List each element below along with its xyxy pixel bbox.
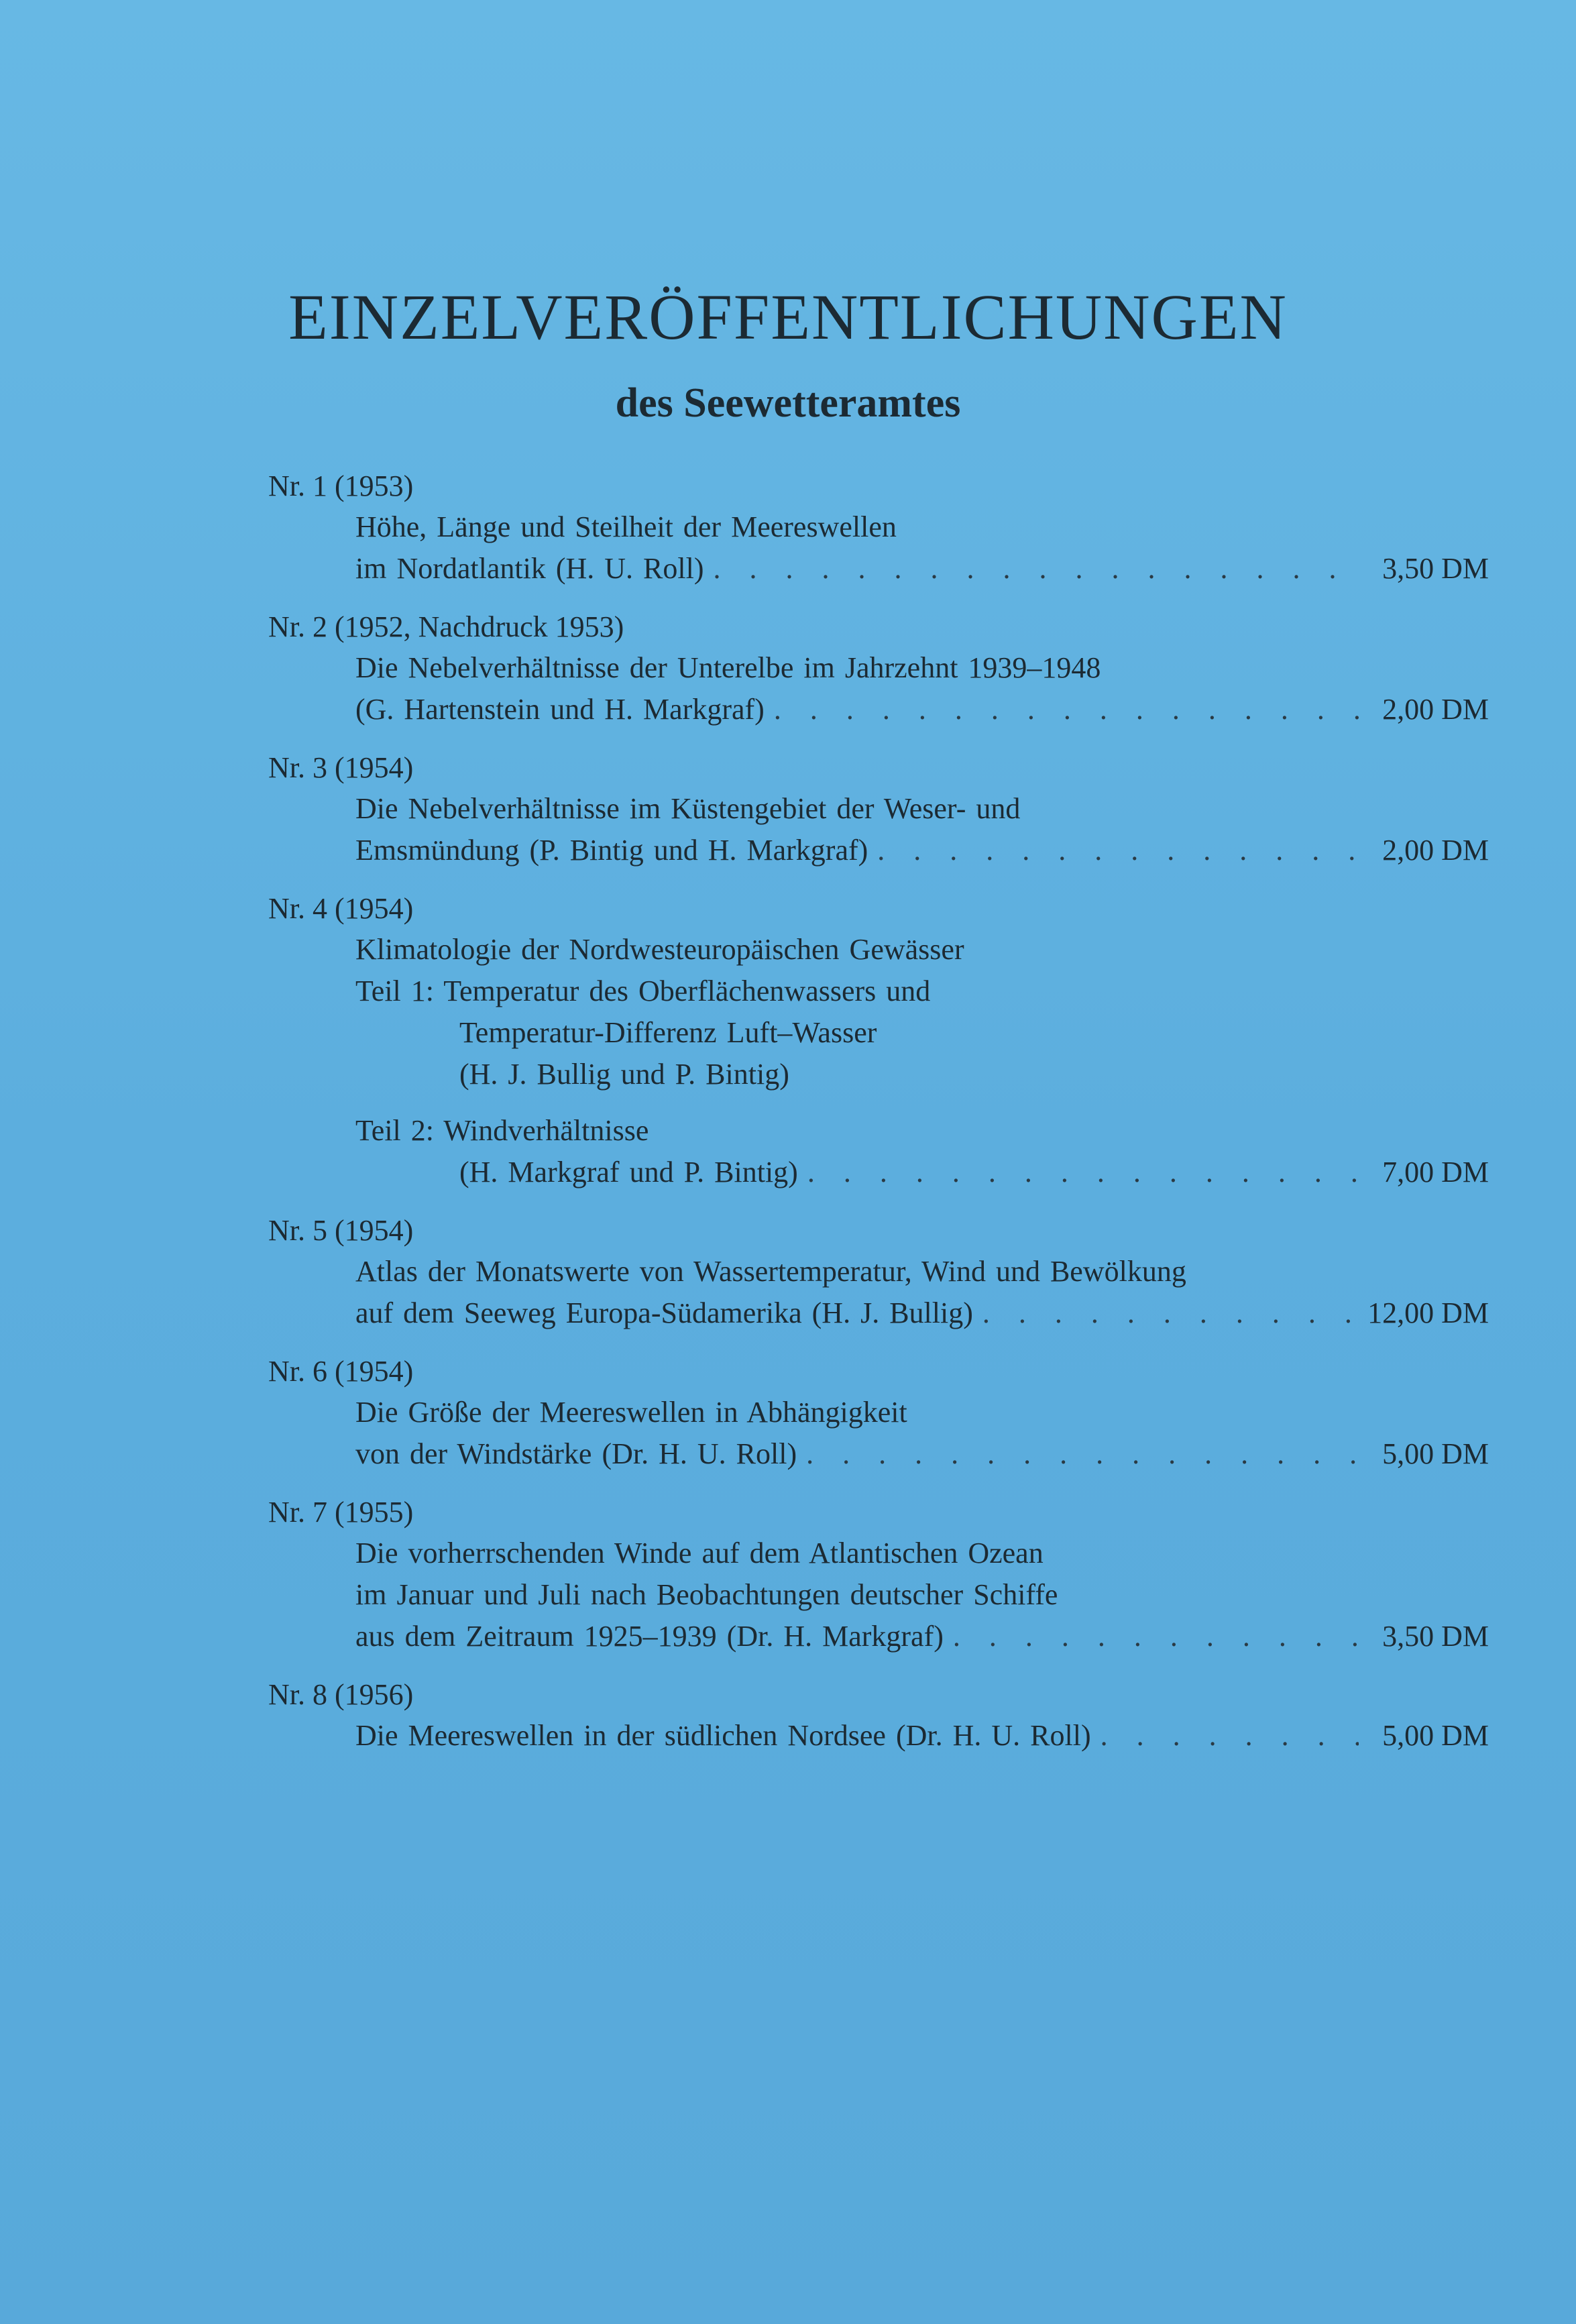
publication-entry-5 [268, 1211, 1489, 1334]
entry-price-line [268, 1715, 1489, 1757]
dot-leader [806, 1433, 1359, 1475]
entry-title-line: im Nordatlantik (H. U. Roll) [355, 552, 704, 585]
publication-entry-2 [268, 607, 1489, 730]
entry-price: 5,00 DM [1382, 1437, 1489, 1470]
dot-leader [1101, 1715, 1359, 1757]
entry-number: Nr. 3 (1954) [268, 751, 414, 784]
entry-price-line [268, 830, 1489, 871]
entry-price-line [268, 548, 1489, 590]
dot-leader [953, 1616, 1359, 1657]
entry-number: Nr. 4 (1954) [268, 892, 414, 925]
entry-price-line [268, 689, 1489, 730]
entry-title-line: Klimatologie der Nordwesteuropäischen Gewässer [355, 933, 964, 966]
entry-number: Nr. 5 (1954) [268, 1214, 414, 1247]
entry-title-line: Die Nebelverhältnisse der Unterelbe im Jahrzehnt 1939–1948 [355, 651, 1101, 684]
entry-part-line: Teil 2: Windverhältnisse [355, 1114, 649, 1147]
entry-price: 5,00 DM [1382, 1719, 1489, 1752]
entry-price-line [268, 1152, 1489, 1193]
publication-entry-7 [268, 1492, 1489, 1657]
entry-title-line: Die vorherrschenden Winde auf dem Atlantischen Ozean [355, 1537, 1044, 1569]
dot-leader [982, 1292, 1358, 1334]
entry-author-line: (H. Markgraf und P. Bintig) [459, 1156, 798, 1188]
entry-price: 3,50 DM [1382, 1620, 1489, 1653]
page-subtitle: des Seewetteramtes [615, 380, 961, 426]
page-title: EINZELVERÖFFENTLICHUNGEN [288, 281, 1288, 353]
entry-part-line: Teil 1: Temperatur des Oberflächenwassers und [355, 975, 931, 1007]
entry-price: 3,50 DM [1382, 552, 1489, 585]
entry-price-line [268, 1292, 1489, 1334]
entry-title-line: aus dem Zeitraum 1925–1939 (Dr. H. Markgraf) [355, 1620, 944, 1653]
entry-number: Nr. 2 (1952, Nachdruck 1953) [268, 610, 624, 643]
dot-leader [714, 548, 1359, 590]
entry-price: 7,00 DM [1382, 1156, 1489, 1188]
entry-title-line: von der Windstärke (Dr. H. U. Roll) [355, 1437, 797, 1470]
entry-price-line [268, 1616, 1489, 1657]
publication-entry-6 [268, 1351, 1489, 1475]
entry-title-line: auf dem Seeweg Europa-Südamerika (H. J. Bullig) [355, 1296, 973, 1329]
entry-title-line: Die Meereswellen in der südlichen Nordsee (Dr. H. U. Roll) [355, 1719, 1091, 1752]
publication-entry-3 [268, 748, 1489, 871]
publication-entry-4 [268, 889, 1489, 1193]
entry-price: 2,00 DM [1382, 834, 1489, 867]
dot-leader [877, 830, 1359, 871]
entry-number: Nr. 8 (1956) [268, 1678, 414, 1711]
entry-title-line: Höhe, Länge und Steilheit der Meereswellen [355, 510, 897, 543]
entry-title-line: Atlas der Monatswerte von Wassertemperatur, Wind und Bewölkung [355, 1255, 1186, 1288]
entry-part-line: Temperatur-Differenz Luft–Wasser [459, 1016, 877, 1049]
entry-price-line [268, 1433, 1489, 1475]
dot-leader [807, 1152, 1359, 1193]
publication-list [268, 466, 1489, 1774]
entry-title-line: Die Größe der Meereswellen in Abhängigkeit [355, 1396, 907, 1429]
entry-title-line: (G. Hartenstein und H. Markgraf) [355, 693, 765, 726]
entry-number: Nr. 1 (1953) [268, 469, 414, 502]
entry-number: Nr. 6 (1954) [268, 1355, 414, 1388]
entry-price: 12,00 DM [1367, 1296, 1489, 1329]
entry-number: Nr. 7 (1955) [268, 1496, 414, 1529]
dot-leader [774, 689, 1359, 730]
entry-title-line: Die Nebelverhältnisse im Küstengebiet der Weser- und [355, 792, 1021, 825]
entry-price: 2,00 DM [1382, 693, 1489, 726]
entry-author-line: (H. J. Bullig und P. Bintig) [459, 1058, 789, 1091]
publication-entry-1 [268, 466, 1489, 590]
publication-entry-8 [268, 1675, 1489, 1757]
entry-title-line: im Januar und Juli nach Beobachtungen deutscher Schiffe [355, 1578, 1058, 1611]
entry-title-line: Emsmündung (P. Bintig und H. Markgraf) [355, 834, 868, 867]
